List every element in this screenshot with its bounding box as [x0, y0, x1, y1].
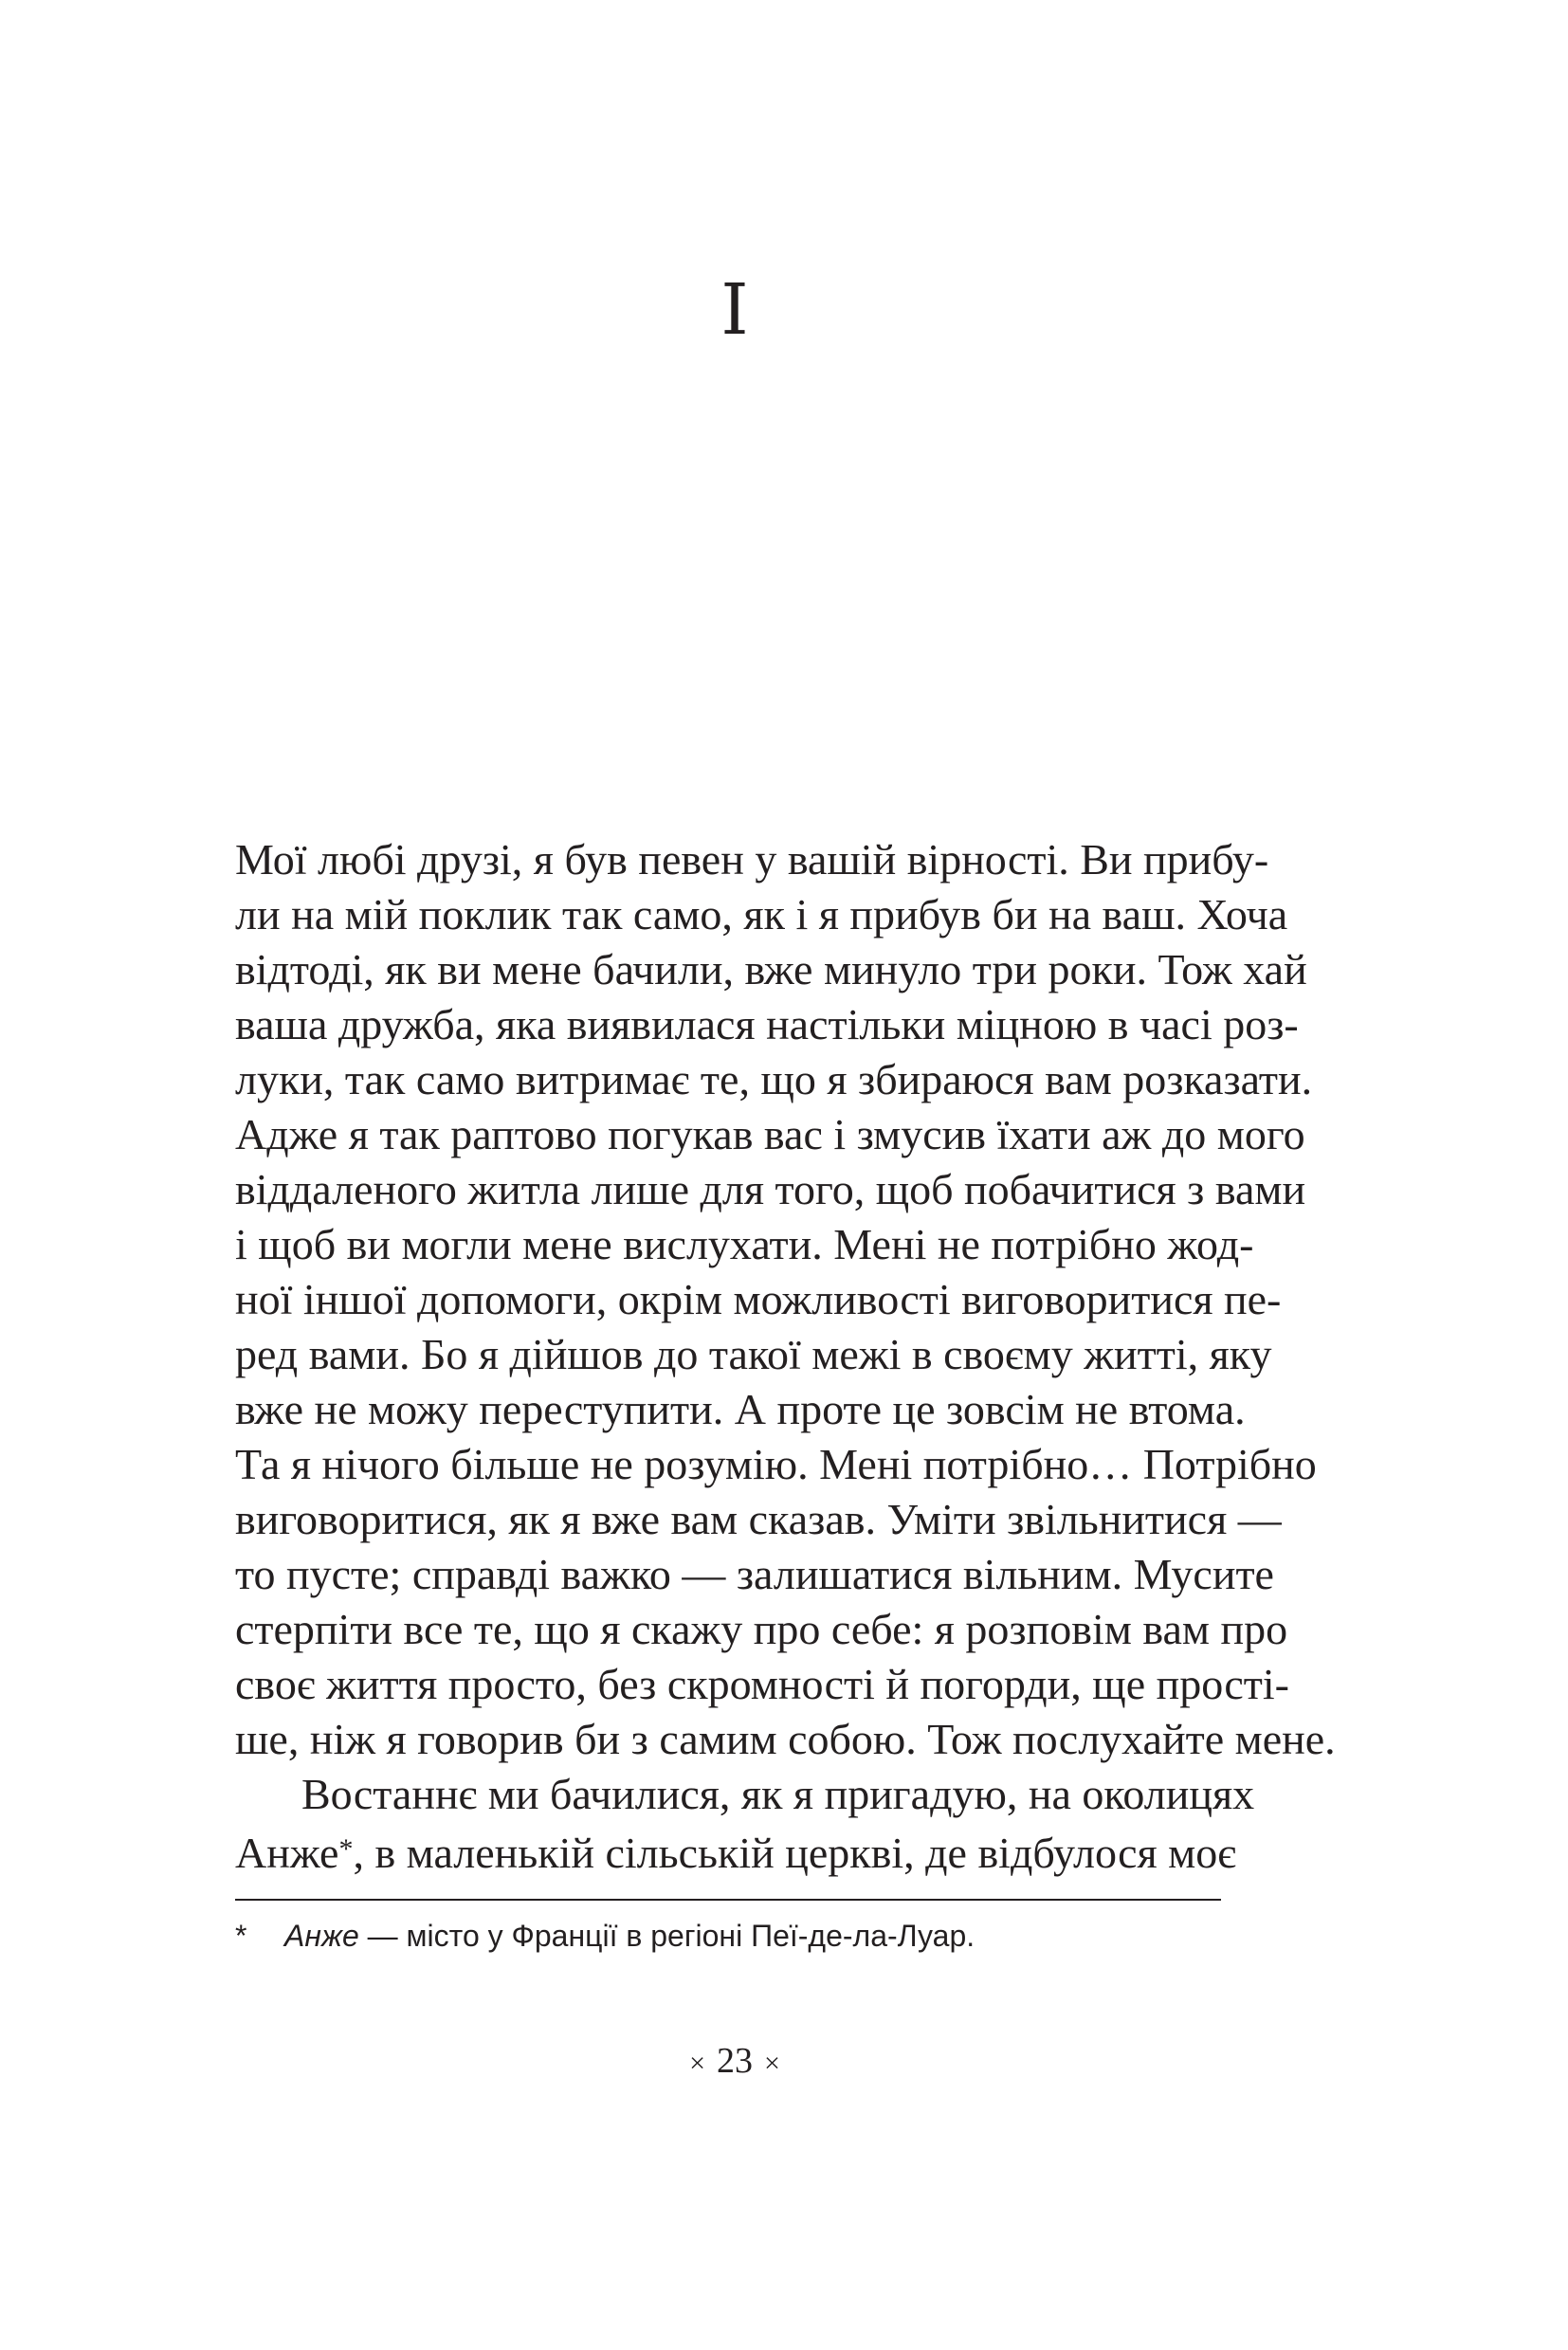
footnote-text: — місто у Франції в регіоні Пеї-де-ла-Луар. [358, 1919, 975, 1953]
text-line: виговоритися, як я вже вам сказав. Уміти звільнитися — [235, 1495, 1282, 1543]
text-line: ваша дружба, яка виявилася настільки міцною в часі роз- [235, 1000, 1299, 1048]
text-line: ли на мій поклик так само, як і я прибув би на ваш. Хоча [235, 890, 1288, 938]
text-line: ред вами. Бо я дійшов до такої межі в своєму житті, яку [235, 1330, 1272, 1378]
footnote-marker: * [235, 1919, 247, 1953]
body-text [235, 832, 1336, 1881]
footnote-reference-mark: * [338, 1833, 354, 1865]
text-line: віддаленого житла лише для того, щоб побачитися з вами [235, 1165, 1306, 1213]
page-ornament-right: × [764, 2048, 780, 2079]
text-line: ше, ніж я говорив би з самим собою. Тож послухайте мене. [235, 1715, 1336, 1763]
text-line: Адже я так раптово погукав вас і змусив їхати аж до мого [235, 1110, 1305, 1158]
text-line: вже не можу переступити. А проте це зовсім не втома. [235, 1385, 1246, 1433]
text-line: відтоді, як ви мене бачили, вже минуло три роки. Тож хай [235, 945, 1307, 993]
text-line: стерпіти все те, що я скажу про себе: я розповім вам про [235, 1605, 1288, 1653]
chapter-number: I [720, 269, 749, 351]
footnote-divider [235, 1899, 1221, 1901]
text-line: Мої любі друзі, я був певен у вашій вірності. Ви прибу- [235, 835, 1269, 884]
footnote [235, 1915, 1221, 1957]
paragraph-start-line: Востаннє ми бачилися, як я пригадую, на околицях [301, 1770, 1255, 1818]
text-line: луки, так само витримає те, що я збираюся вам розказати. [235, 1055, 1313, 1103]
text-line: то пусте; справді важко — залишатися вільним. Мусите [235, 1550, 1274, 1598]
text-line: ної іншої допомоги, окрім можливості виговоритися пе- [235, 1275, 1282, 1323]
page-number-value: 23 [717, 2041, 753, 2081]
text-line: і щоб ви могли мене вислухати. Мені не потрібно жод- [235, 1220, 1254, 1268]
text-line: Та я нічого більше не розумію. Мені потрібно… Потрібно [235, 1440, 1317, 1488]
footnote-term-in-text: Анже [235, 1829, 339, 1877]
footnote-term: Анже [284, 1919, 359, 1953]
text-line-with-footnote [235, 1822, 1237, 1881]
text-line: своє життя просто, без скромності й погорди, ще прості- [235, 1660, 1289, 1708]
page-ornament-left: × [689, 2048, 705, 2079]
text-line-rest: , в маленькій сільській церкві, де відбулося моє [353, 1829, 1237, 1877]
page-number [0, 2043, 1469, 2079]
